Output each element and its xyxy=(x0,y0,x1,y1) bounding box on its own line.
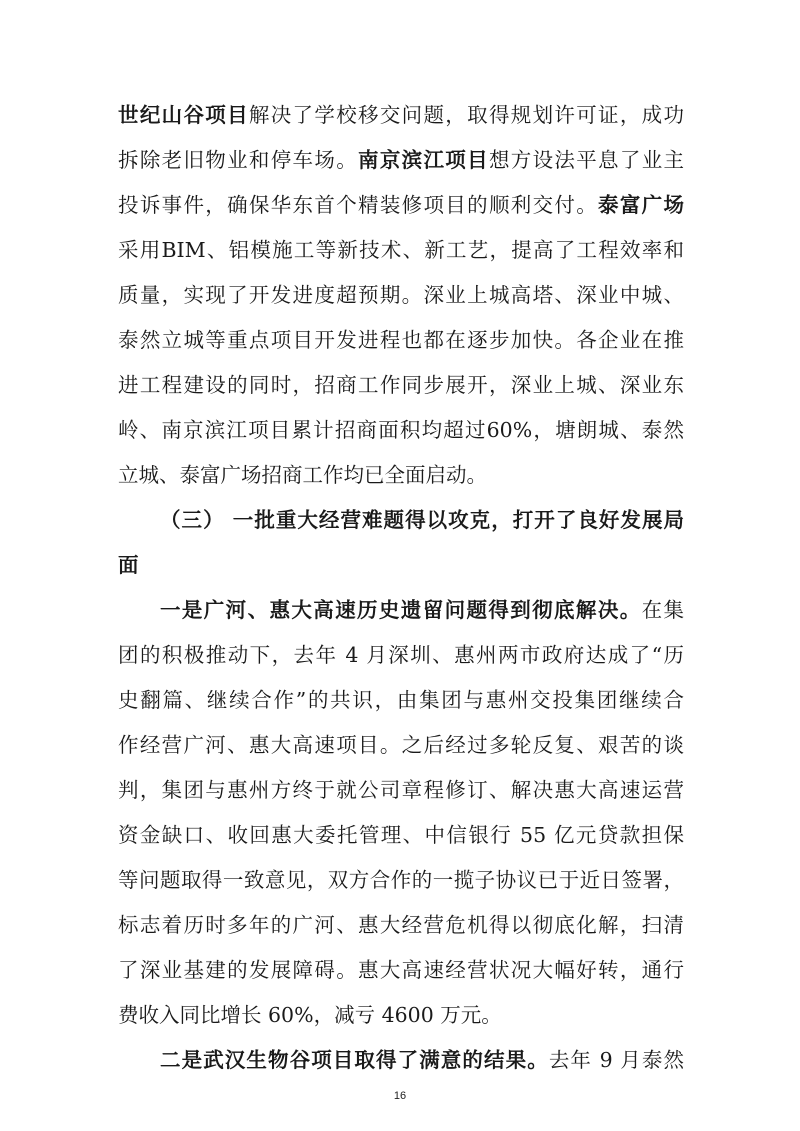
text-run: 去年 9 月泰然 xyxy=(548,1048,684,1072)
paragraph-1-line-8: 岭、南京滨江项目累计招商面积均超过60%，塘朗城、泰然 xyxy=(118,418,684,442)
paragraph-1-line-9: 立城、泰富广场招商工作均已全面启动。 xyxy=(118,463,487,487)
section-heading-line-2: 面 xyxy=(118,553,139,577)
paragraph-2-line-6: 资金缺口、收回惠大委托管理、中信银行 55 亿元贷款担保 xyxy=(118,823,684,847)
paragraph-1-line-6: 泰然立城等重点项目开发进程也都在逐步加快。各企业在推 xyxy=(118,328,684,352)
text-run: 解决了学校移交问题，取得规划许可证，成功 xyxy=(248,103,684,127)
text-run: 投诉事件，确保华东首个精装修项目的顺利交付。 xyxy=(118,193,599,217)
paragraph-2-line-5: 判，集团与惠州方终于就公司章程修订、解决惠大高速运营 xyxy=(118,778,684,802)
paragraph-2-line-1 xyxy=(160,595,684,625)
bold-phrase: 二是武汉生物谷项目取得了满意的结果。 xyxy=(160,1048,549,1072)
bold-phrase: 泰富广场 xyxy=(598,193,684,217)
text-run: 拆除老旧物业和停车场。 xyxy=(118,148,359,172)
bold-phrase: 南京滨江项目 xyxy=(358,148,489,172)
paragraph-2-line-10: 费收入同比增长 60%，减亏 4600 万元。 xyxy=(118,1003,502,1027)
paragraph-1-line-3 xyxy=(118,190,684,220)
text-run: 在集 xyxy=(641,598,684,622)
page-number: 16 xyxy=(393,1090,407,1102)
text-run: 想方设法平息了业主 xyxy=(488,148,684,172)
paragraph-2-line-4: 作经营广河、惠大高速项目。之后经过多轮反复、艰苦的谈 xyxy=(118,733,684,757)
paragraph-2-line-8: 标志着历时多年的广河、惠大经营危机得以彻底化解，扫清 xyxy=(118,913,684,937)
section-heading-line-1: （三） 一批重大经营难题得以攻克，打开了良好发展局 xyxy=(160,508,684,532)
bold-phrase: 世纪山谷项目 xyxy=(118,103,249,127)
paragraph-1-line-1 xyxy=(118,100,684,130)
paragraph-2-line-3: 史翻篇、继续合作”的共识，由集团与惠州交投集团继续合 xyxy=(118,688,684,712)
bold-phrase: 一是广河、惠大高速历史遗留问题得到彻底解决。 xyxy=(160,598,642,622)
paragraph-1-line-5: 质量，实现了开发进度超预期。深业上城高塔、深业中城、 xyxy=(118,283,684,307)
paragraph-1-line-7: 进工程建设的同时，招商工作同步展开，深业上城、深业东 xyxy=(118,373,684,397)
paragraph-1-line-2 xyxy=(118,145,684,175)
paragraph-2-line-2: 团的积极推动下，去年 4 月深圳、惠州两市政府达成了“历 xyxy=(118,643,684,667)
paragraph-2-line-7: 等问题取得一致意见，双方合作的一揽子协议已于近日签署， xyxy=(118,868,684,892)
paragraph-2-line-9: 了深业基建的发展障碍。惠大高速经营状况大幅好转，通行 xyxy=(118,958,684,982)
paragraph-3-line-1 xyxy=(160,1045,684,1075)
paragraph-1-line-4: 采用BIM、铝模施工等新技术、新工艺，提高了工程效率和 xyxy=(118,238,684,262)
